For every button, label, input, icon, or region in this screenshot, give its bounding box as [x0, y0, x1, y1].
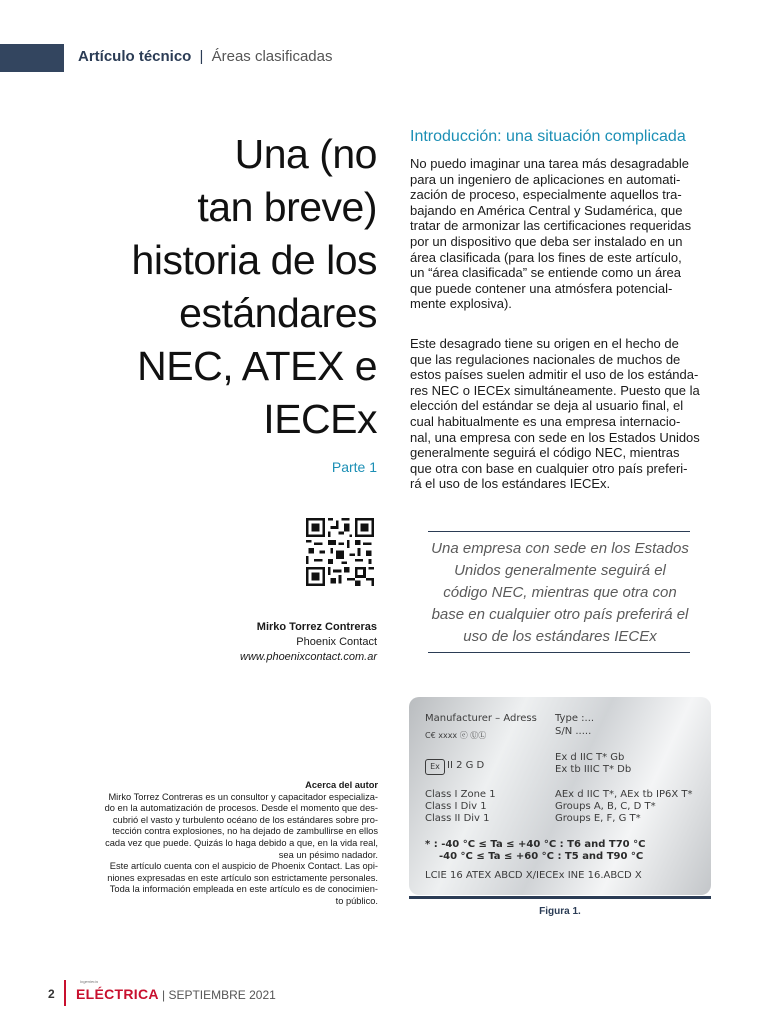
plate-class1-div: Class I Div 1	[425, 801, 487, 812]
plate-class2-div: Class II Div 1	[425, 813, 490, 824]
quote-rule-top	[428, 531, 690, 532]
intro-paragraph-2	[410, 336, 710, 492]
about-line: tección contra explosiones, no ha dejado de zambullirse en ellos	[112, 826, 378, 837]
quote-rule-bottom	[428, 652, 690, 653]
plate-groups-2: Groups E, F, G T*	[555, 813, 641, 824]
plate-extb: Ex tb IIIC T* Db	[555, 764, 632, 775]
plate-groups-1: Groups A, B, C, D T*	[555, 801, 656, 812]
header-accent-bar	[0, 44, 64, 72]
footer-brand-prefix: Ingeniería	[80, 979, 98, 984]
paragraph-line: estos países suelen admitir el uso de los estánda-	[410, 367, 699, 383]
plate-cert-marks: C€ xxxx ⓔ ⓊⓁ	[425, 731, 487, 740]
pull-quote	[420, 538, 700, 648]
author-block	[157, 620, 377, 665]
paragraph-line: que puede contener una atmósfera potencial-	[410, 280, 673, 296]
paragraph-line: que otra con base en cualquier otro país preferi-	[410, 460, 688, 476]
title-line: IECEx	[263, 396, 377, 442]
plate-temp-1: * : -40 °C ≤ Ta ≤ +40 °C : T6 and T70 °C	[425, 839, 646, 850]
paragraph-line: zación de proceso, especialmente aquellos tra-	[410, 187, 682, 203]
paragraph-line: res NEC o IECEx simultáneamente. Puesto que la	[410, 382, 700, 398]
author-company: Phoenix Contact	[296, 636, 377, 648]
about-line: cada vez que puede. Quizás lo haga debido a que, en la vida real,	[105, 837, 378, 848]
quote-line: Unidos generalmente seguirá el	[454, 562, 666, 579]
paragraph-line: No puedo imaginar una tarea más desagradable	[410, 156, 689, 171]
plate-class1-zone: Class I Zone 1	[425, 789, 496, 800]
paragraph-line: cual habitualmente es una empresa internacio-	[410, 413, 681, 429]
plate-certificate: LCIE 16 ATEX ABCD X/IECEx INE 16.ABCD X	[425, 870, 642, 881]
about-line: to público.	[335, 895, 378, 906]
header-separator: |	[199, 48, 204, 65]
page-number: 2	[48, 987, 55, 1001]
intro-paragraph-1	[410, 156, 710, 312]
about-author	[72, 780, 378, 908]
footer-brand-logo: ELÉCTRICA	[76, 986, 159, 1002]
figure-caption: Figura 1.	[539, 906, 581, 917]
about-line: Mirko Torrez Contreras es un consultor y capacitador especializa-	[108, 791, 378, 802]
title-line: estándares	[179, 290, 377, 336]
about-title: Acerca del autor	[305, 780, 378, 790]
about-line: Toda la información empleada en este artículo es de conocimien-	[109, 884, 378, 895]
quote-line: base en cualquier otro país preferirá el	[431, 606, 689, 623]
paragraph-line: para un ingeniero de aplicaciones en automati-	[410, 171, 681, 187]
plate-sn: S/N .....	[555, 726, 592, 737]
ex-hexagon-icon: Ex	[425, 759, 445, 775]
plate-ex-group: II 2 G D	[447, 760, 485, 771]
part-label: Parte 1	[331, 459, 377, 475]
quote-line: código NEC, mientras que otra con	[443, 584, 677, 601]
paragraph-line: elección del estándar se deja al usuario final, el	[410, 398, 684, 414]
paragraph-line: generalmente seguirá el código NEC, mientras	[410, 445, 680, 461]
paragraph-line: un “área clasificada” se entiende como un área	[410, 265, 681, 281]
header-breadcrumb	[78, 46, 333, 68]
about-line: do en la automatización de procesos. Desde el momento que des-	[104, 803, 378, 814]
paragraph-line: área clasificada (para los fines de este artículo,	[410, 249, 682, 265]
author-name: Mirko Torrez Contreras	[256, 621, 377, 633]
figure-nameplate	[409, 697, 711, 895]
title-line: Una (no	[234, 131, 377, 177]
header-section: Artículo técnico	[78, 48, 192, 65]
header-topic: Áreas clasificadas	[211, 48, 333, 65]
paragraph-line: bajando en América Central y Sudamérica, que	[410, 202, 683, 218]
title-line: historia de los	[131, 237, 377, 283]
plate-temp-2: -40 °C ≤ Ta ≤ +60 °C : T5 and T90 °C	[439, 851, 644, 862]
plate-aex: AEx d IIC T*, AEx tb IP6X T*	[555, 789, 693, 800]
plate-type: Type :...	[555, 713, 595, 724]
author-url[interactable]: www.phoenixcontact.com.ar	[240, 651, 377, 663]
section-heading: Introducción: una situación complicada	[410, 128, 686, 145]
paragraph-line: Este desagrado tiene su origen en el hecho de	[410, 336, 679, 351]
about-line: sea un pésimo nadador.	[278, 849, 378, 860]
figure-rule	[409, 896, 711, 899]
quote-line: Una empresa con sede en los Estados	[431, 540, 689, 557]
qr-code-icon[interactable]	[306, 518, 374, 586]
about-line: Este artículo cuenta con el auspicio de Phoenix Contact. Las opi-	[109, 861, 378, 872]
paragraph-line: rá el uso de los estándares IECEx.	[410, 476, 611, 492]
about-line: cubrió el vasto y turbulento océano de los estándares sobre pro-	[112, 814, 378, 825]
paragraph-line: que las regulaciones nacionales de muchos de	[410, 351, 681, 367]
paragraph-line: mente explosiva).	[410, 296, 512, 312]
paragraph-line: nal, una empresa con sede en los Estados Unidos	[410, 429, 700, 445]
paragraph-line: tratar de armonizar las certificaciones requeridas	[410, 218, 692, 234]
plate-manufacturer: Manufacturer – Adress	[425, 713, 537, 724]
quote-line: uso de los estándares IECEx	[463, 628, 657, 645]
paragraph-line: por un dispositivo que deba ser instalado en un	[410, 233, 683, 249]
title-line: tan breve)	[197, 184, 377, 230]
footer-divider	[64, 980, 66, 1006]
plate-exd: Ex d IIC T* Gb	[555, 752, 625, 763]
footer-issue-date: | SEPTIEMBRE 2021	[162, 988, 276, 1002]
about-line: niones expresadas en este artículo son estrictamente personales.	[107, 872, 378, 883]
article-title	[37, 128, 377, 446]
title-line: NEC, ATEX e	[137, 343, 377, 389]
